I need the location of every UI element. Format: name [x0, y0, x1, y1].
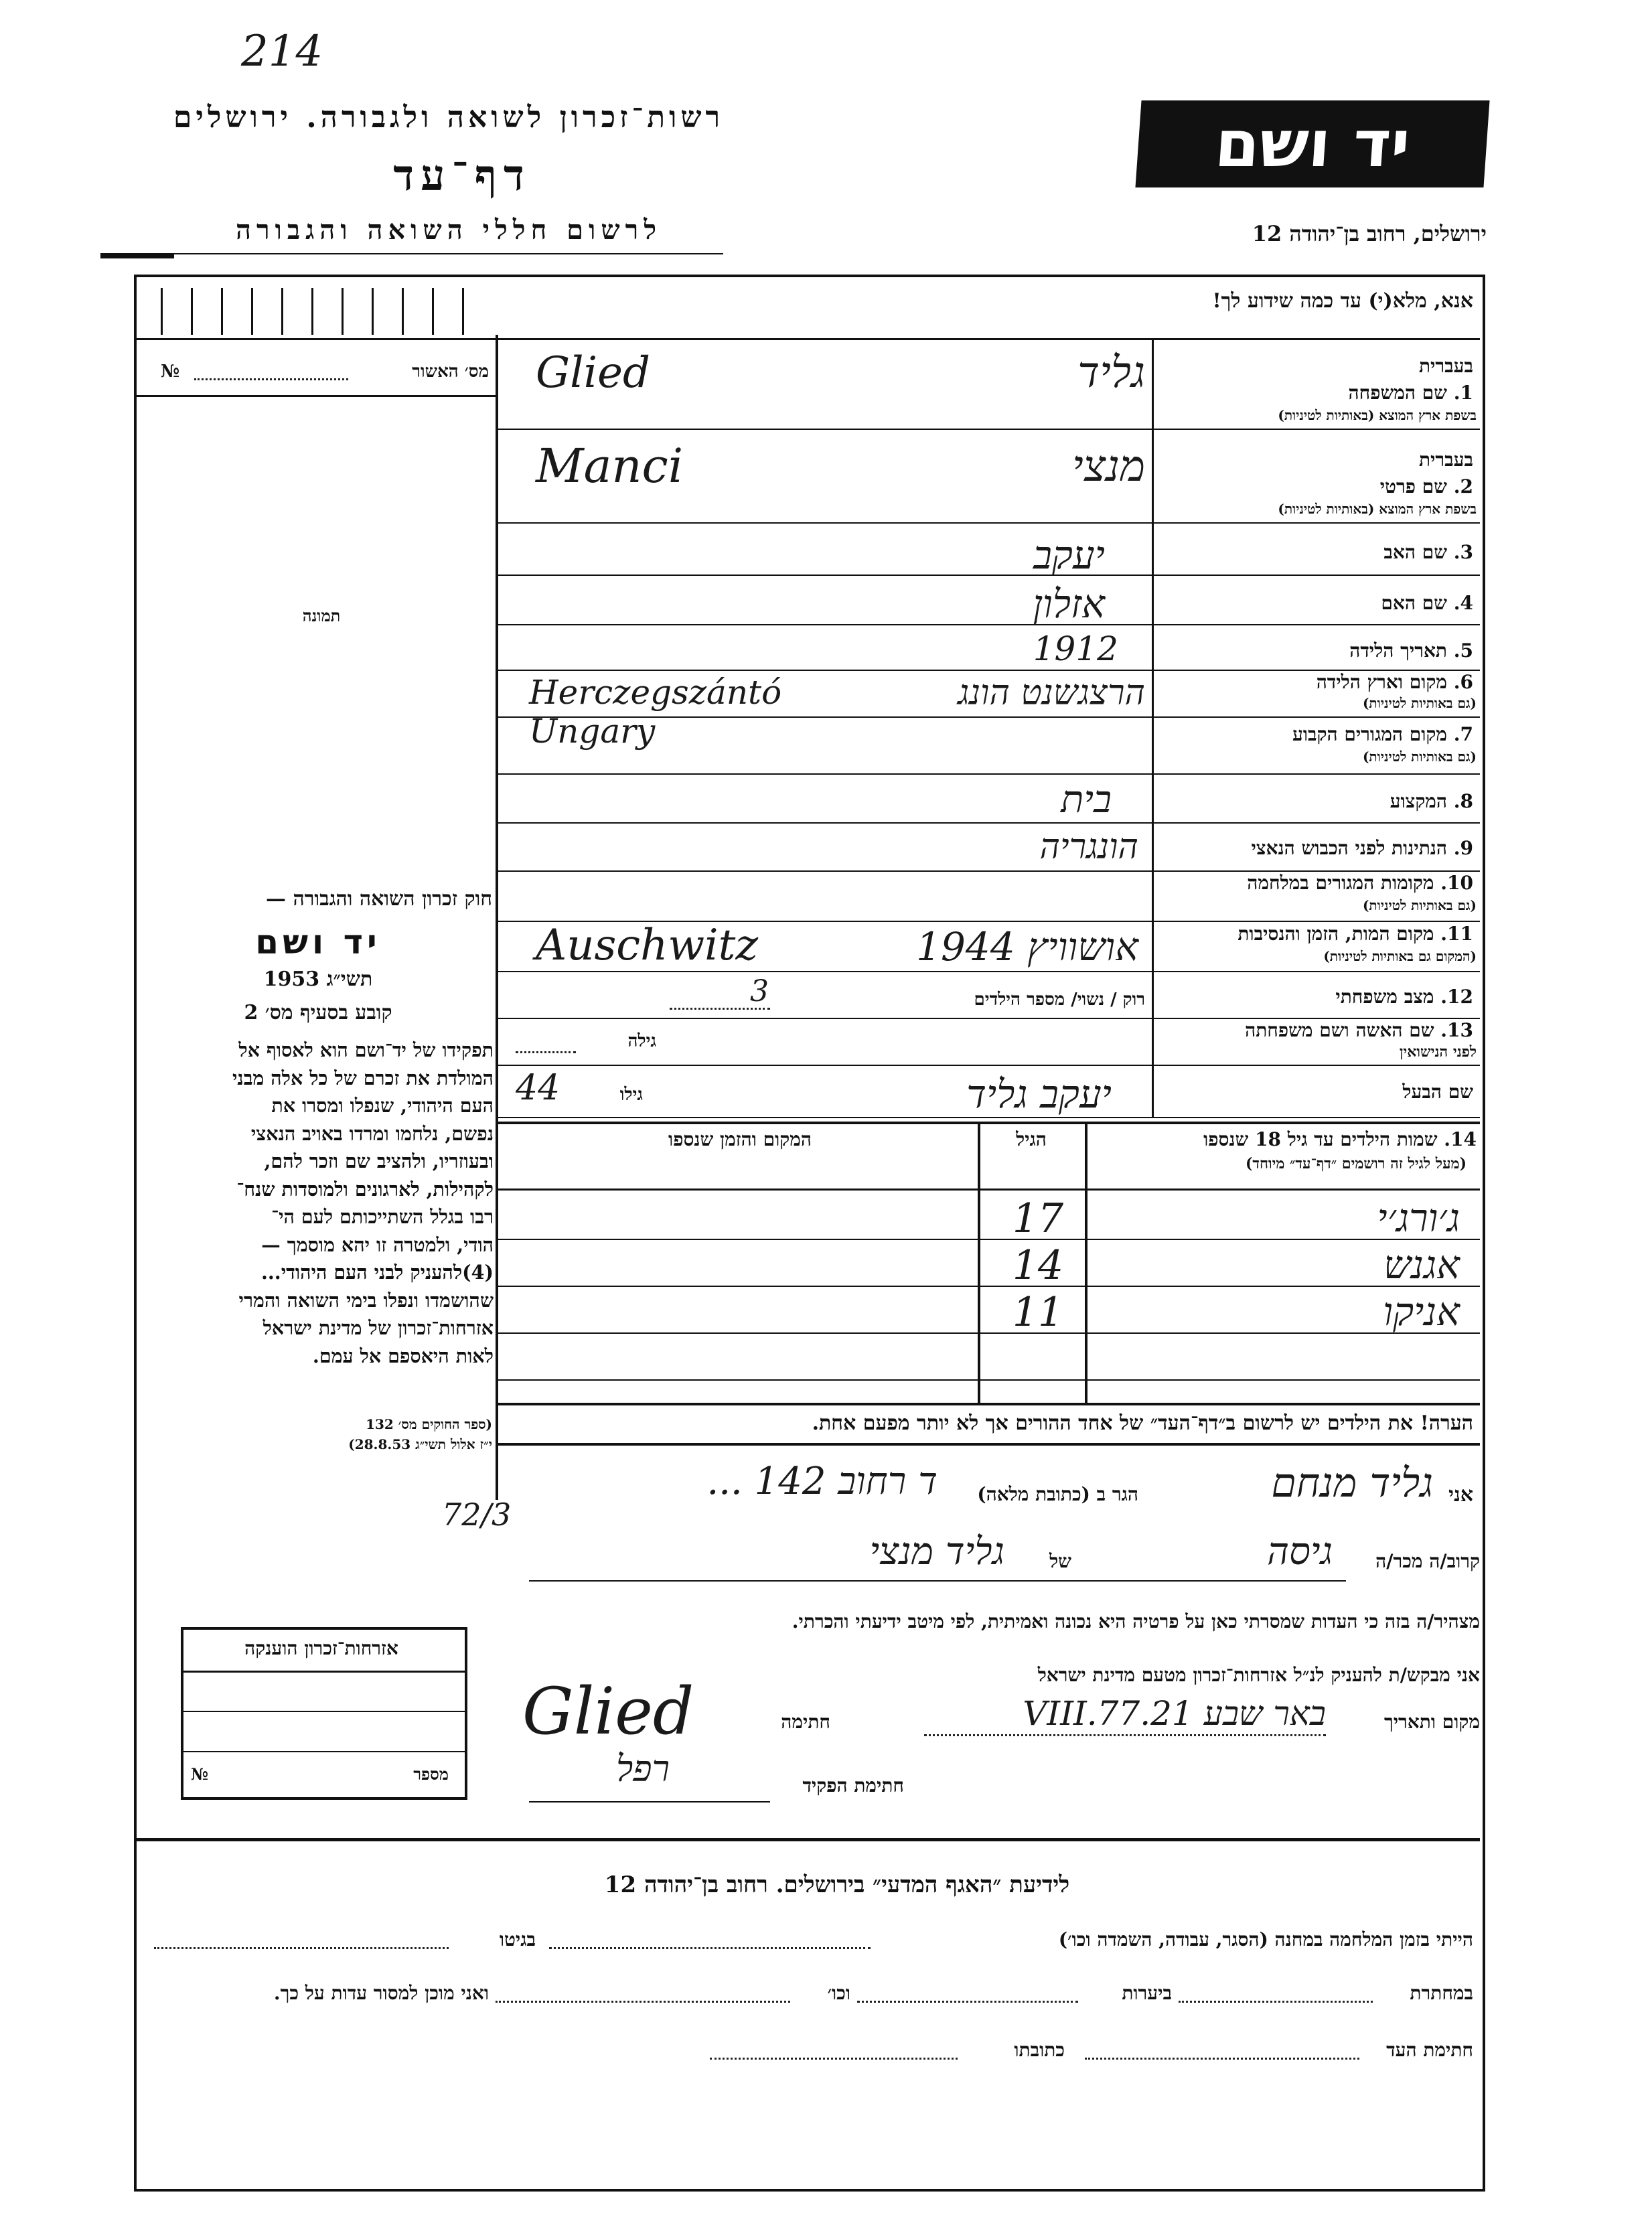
death-place-hebrew: אושוויץ 1944	[916, 924, 1138, 970]
approval-rule	[137, 395, 498, 397]
field-13-sub: לפני הנישואין	[1399, 1043, 1477, 1061]
approval-rule-top	[137, 338, 498, 340]
children-col-divider-2	[1085, 1122, 1087, 1403]
law-text-line: נפשם, נלחמו ומרדו באויב הנאצי	[250, 1122, 494, 1145]
law-reference-2: י״ז אלול תשי״ג 28.8.53)	[348, 1436, 492, 1452]
field-11-label: 11. מקום המות, הזמן והנסיבות	[1237, 923, 1473, 945]
remark-top-rule	[498, 1403, 1480, 1405]
birthplace-hebrew: הרצגשנט הונג	[958, 673, 1145, 713]
children-title: 14. שמות הילדים עד גיל 18 שנספו	[1203, 1128, 1477, 1150]
margin-note: 72/3	[442, 1497, 512, 1533]
place-date-label: מקום ותאריך	[1383, 1711, 1480, 1733]
signature-label: חתימה	[781, 1711, 830, 1733]
photo-label: תמונה	[302, 606, 341, 625]
ghetto-label: בגיטו	[499, 1928, 536, 1950]
field-12-label: 12. מצב משפחתי	[1335, 986, 1473, 1008]
citizenship-no: №	[191, 1764, 209, 1784]
underground-dots	[1179, 2001, 1373, 2003]
law-year-hebrew: תשי״ג	[326, 968, 373, 991]
form-subtitle: לרשום חללי השואה והגבורה	[235, 214, 662, 246]
firstname-latin: Manci	[536, 439, 684, 493]
law-section: קובע בסעיף מס׳ 2	[244, 1001, 392, 1024]
death-place-latin: Auschwitz	[536, 921, 759, 970]
citizenship-rule-3	[183, 1751, 465, 1752]
label-column-divider	[1152, 338, 1154, 1118]
law-text-line: תפקידו של יד־ושם הוא לאסוף אל	[238, 1039, 494, 1061]
declarant-address: ד רחוב 142 ...	[706, 1460, 937, 1503]
field-10-sub: (גם באותיות לטיניות)	[1362, 897, 1477, 913]
husband-age-label: גילו	[619, 1085, 643, 1105]
children-col-place: המקום והזמן שנספו	[668, 1128, 812, 1150]
institution-name: רשות־זכרון לשואה ולגבורה. ירושלים	[173, 100, 725, 135]
law-text-line: לקהילות, לארגונים ולמוסדות שנח־	[236, 1177, 494, 1201]
child-age: 17	[1012, 1195, 1064, 1242]
child-age: 14	[1012, 1242, 1064, 1289]
wife-age-label: גילה	[627, 1031, 656, 1051]
fields-top-rule	[498, 338, 1480, 340]
residing-label: הגר ב (כתובת מלאה)	[977, 1483, 1138, 1505]
ghetto-dots	[154, 1947, 449, 1949]
field-2-sub: בשפת ארץ המוצא (באותיות לטיניות)	[1278, 501, 1477, 517]
birth-date: 1912	[1033, 629, 1118, 668]
children-note: (מעל לגיל זה רושמים ״דף־עד״ מיוחד)	[1245, 1155, 1467, 1172]
relative-label: קרוב/ה מכר/ה	[1375, 1550, 1480, 1572]
children-col-age: הגיל	[1016, 1128, 1047, 1150]
field-7-sub: (גם באותיות לטיניות)	[1362, 749, 1477, 765]
law-text-line: ובעוזריו, ולהציב שם וזכר להם,	[264, 1150, 494, 1172]
relative-underline	[529, 1580, 1346, 1582]
declaration: מצהיר/ה בזה כי העדות שמסרתי כאן על פרטיה היא נכונה ואמיתית, לפי מיטב ידיעתי והכרתי.	[792, 1610, 1480, 1632]
marital-status-options: רוק / נשוי/ מספר הילדים	[974, 990, 1145, 1010]
field-10-label: 10. מקומות המגורים במלחמה	[1247, 872, 1473, 894]
field-3-label: 3. שם האב	[1383, 541, 1473, 563]
form-title: דף־עד	[393, 151, 531, 201]
approval-no: №	[161, 362, 180, 382]
forests-label: ביערות	[1122, 1982, 1172, 2004]
law-reference-1: (ספר החוקים מס׳ 132	[366, 1416, 492, 1432]
header-rule	[100, 253, 174, 258]
address: ירושלים, רחוב בן־יהודה 12	[1252, 221, 1487, 246]
law-text-line: שהושמדו ונפלו בימי השואה והמרי	[238, 1288, 494, 1312]
law-year-line	[144, 968, 492, 991]
forests-dots	[857, 2001, 1078, 2003]
officer-label: חתימת הפקיד	[802, 1774, 904, 1796]
citizenship-title: אזרחות־זכרון הוענקה	[244, 1637, 398, 1659]
husband-name: יעקב גליד	[966, 1071, 1112, 1117]
law-text-line: אזרחות־זכרון של מדינת ישראל	[262, 1316, 494, 1339]
field-1-lang: בעברית	[1418, 355, 1473, 377]
bottom-line-2: ואני מוכן למסור עדות על כך.	[273, 1982, 489, 2004]
remark: הערה! את הילדים יש לרשום ב״דף־העד״ של אחד ההורים אך לא יותר מפעם אחת.	[812, 1411, 1473, 1435]
law-heading: חוק זכרון השואה והגבורה —	[266, 887, 492, 911]
nationality: הונגריה	[1039, 827, 1138, 867]
firstname-hebrew: מנצי	[1071, 442, 1145, 491]
approval-dots	[194, 378, 348, 380]
law-name: יד ושם	[255, 923, 381, 962]
bottom-section-rule	[137, 1838, 1480, 1841]
children-col-divider-1	[978, 1122, 980, 1403]
underground-label: במחתרת	[1410, 1982, 1473, 2004]
wife-age-dots	[516, 1051, 576, 1053]
birthplace-latin: Herczegszántó Ungary	[529, 673, 782, 751]
declarant-i-label: אני	[1448, 1483, 1473, 1507]
children-header-rule	[498, 1189, 1480, 1191]
field-2-label: 2. שם פרטי	[1379, 475, 1473, 497]
child-age: 11	[1012, 1289, 1064, 1336]
surname-latin: Glied	[536, 348, 650, 398]
law-text-line: (4)להעניק לבני העם היהודי...	[260, 1261, 494, 1284]
occupation: בית	[1061, 778, 1112, 822]
law-text	[142, 1037, 494, 1370]
place-date-dots	[924, 1734, 1326, 1736]
witness-address-label: כתובתו	[1014, 2039, 1065, 2061]
mother-name: אזלון	[1033, 581, 1105, 627]
field-13-label: 13. שם האשה ושם משפחתה	[1245, 1019, 1473, 1041]
field-9-label: 9. הנתינות לפני הכבוש הנאצי	[1251, 837, 1473, 859]
field-5-label: 5. תאריך הלידה	[1349, 639, 1473, 662]
witness-address-dots	[710, 2058, 958, 2060]
officer-signature: רפל	[615, 1748, 670, 1790]
relation: גיסה	[1267, 1530, 1333, 1574]
father-name: יעקב	[1033, 532, 1105, 578]
officer-underline	[529, 1801, 770, 1803]
yad-vashem-logo	[1135, 100, 1489, 187]
law-text-line: לאות היאספם אל עמם.	[312, 1344, 494, 1367]
citizenship-rule-1	[183, 1671, 465, 1673]
child-name: אגנש	[1383, 1242, 1460, 1288]
approval-label: מס׳ האשור	[412, 362, 489, 382]
remark-bottom-rule	[498, 1443, 1480, 1446]
etc-dots	[496, 2001, 790, 2003]
law-text-line: המולדת את זכרם של כל אלה מבני	[232, 1066, 494, 1089]
etc-label: וכו׳	[827, 1982, 850, 2004]
field-1-label: 1. שם המשפחה	[1348, 382, 1473, 404]
witness-signature-label: חתימת העד	[1386, 2039, 1473, 2061]
logo-text: יד ושם	[1212, 106, 1413, 181]
of-label: של	[1049, 1550, 1071, 1572]
field-4-label: 4. שם האם	[1381, 592, 1473, 614]
children-count: 3	[750, 974, 769, 1008]
law-year: 1953	[263, 968, 320, 991]
tick-marks	[161, 288, 475, 335]
of-name: גליד מנצי	[869, 1530, 1004, 1574]
field-8-label: 8. המקצוע	[1390, 790, 1473, 812]
law-text-line: רבו בגלל השתייכותם לעם הי־	[271, 1205, 494, 1228]
law-text-line: הודי, ולמטרה זו יהא מוסמך —	[261, 1233, 494, 1256]
field-6-label: 6. מקום וארץ הלידה	[1316, 671, 1473, 693]
witness-signature-dots	[1085, 2058, 1359, 2060]
husband-age: 44	[516, 1068, 560, 1108]
citizenship-number-label: מספר	[413, 1764, 449, 1784]
request: אני מבקש/ת להעניק לנ״ל אזרחות־זכרון מטעם מדינת ישראל	[1037, 1664, 1480, 1686]
camp-dots	[549, 1947, 871, 1949]
bottom-line-1: הייתי בזמן המלחמה במחנה (הסגר, עבודה, השמדה וכו׳)	[1058, 1928, 1473, 1950]
field-11-sub: (המקום גם באותיות לטיניות)	[1323, 948, 1477, 964]
header-rule-thin	[174, 253, 723, 254]
field-6-sub: (גם באותיות לטיניות)	[1362, 695, 1477, 711]
field-2-lang: בעברית	[1418, 449, 1473, 471]
surname-hebrew: גליד	[1077, 348, 1145, 398]
law-text-line: העם היהודי, שנפלו ומסרו את	[271, 1094, 494, 1117]
declarant-signature: Glied	[522, 1674, 694, 1749]
children-top-rule	[498, 1122, 1480, 1124]
citizenship-rule-2	[183, 1711, 465, 1712]
declarant-name: גליד מנחם	[1271, 1460, 1433, 1507]
instruction: אנא, מלא(י) עד כמה שידוע לך!	[1212, 289, 1473, 313]
page-number: 214	[241, 27, 323, 76]
field-1-sub: בשפת ארץ המוצא (באותיות לטיניות)	[1278, 407, 1477, 423]
left-column-divider	[496, 335, 498, 1500]
bottom-title: לידיעת ״האגף המדעי״ בירושלים. רחוב בן־יהודה 12	[604, 1871, 1070, 1898]
child-name: ג׳ורג׳י	[1377, 1195, 1460, 1241]
field-7-label: 7. מקום המגורים הקבוע	[1292, 723, 1473, 745]
husband-label: שם הבעל	[1402, 1081, 1473, 1103]
child-name: אניקו	[1383, 1289, 1460, 1334]
place-date: באר שבע 21.VIII.77	[1023, 1694, 1326, 1733]
